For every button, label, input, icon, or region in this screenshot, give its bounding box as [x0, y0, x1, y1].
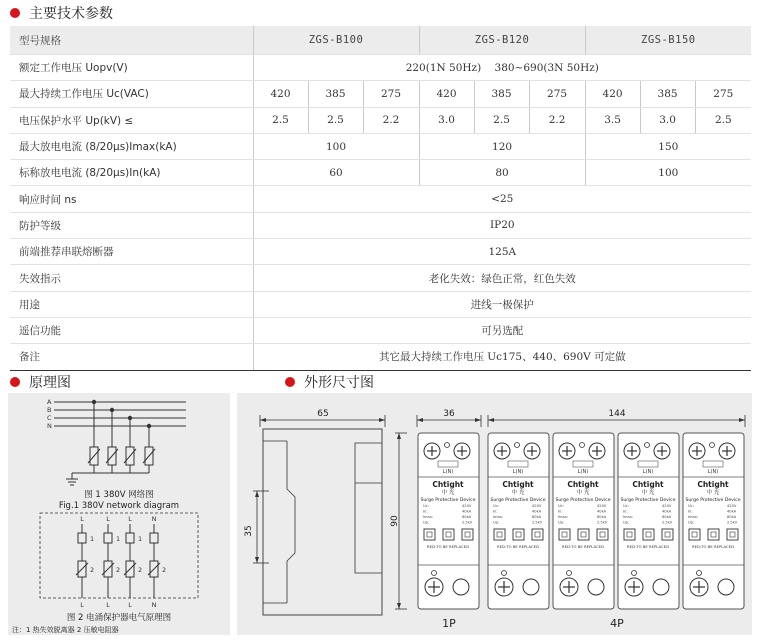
spec-val: 40kA — [662, 509, 672, 514]
fig2-top-label-1: L — [80, 515, 84, 523]
label-1p: 1P — [442, 617, 456, 630]
schematic-title-text: 原理图 — [29, 375, 71, 391]
brand-logo: Chtight — [567, 480, 599, 489]
row-cell: 275 — [695, 81, 751, 107]
fig2-bottom-label-2: L — [106, 601, 110, 609]
spec-val: 2.5kV — [532, 520, 543, 525]
spec-key: Up: — [558, 520, 565, 525]
replace-note: RED:TO BE REPLACED — [627, 544, 669, 549]
fig2-num-1c: 1 — [138, 535, 143, 543]
table-row — [10, 107, 751, 133]
fig2-num-1a: 1 — [90, 535, 95, 543]
row-value: 进线一极保护 — [253, 291, 751, 317]
brand-cn: 中 光 — [441, 490, 455, 496]
spec-key: In: — [623, 509, 628, 514]
row-value: <25 — [253, 186, 751, 212]
spec-key: Imax: — [423, 515, 434, 519]
terminal-label: L(N) — [707, 469, 719, 475]
fig2-num-1b: 1 — [116, 535, 121, 543]
fig2-top-label-2: L — [106, 515, 110, 523]
brand-logo: Chtight — [502, 480, 534, 489]
spec-val: 40kA — [597, 509, 607, 514]
product-name: Surge Protective Device — [420, 498, 476, 503]
row-value: IP20 — [253, 212, 751, 238]
line-label-n: N — [47, 422, 52, 430]
row-label: 失效指示 — [10, 265, 253, 291]
fig2-top-label-3: L — [128, 515, 132, 523]
spec-key: Up: — [493, 520, 500, 525]
brand-logo: Chtight — [697, 480, 729, 489]
spec-val: 420V — [532, 504, 542, 508]
row-cell: 2.2 — [529, 107, 585, 133]
dimension-drawing — [237, 393, 752, 635]
dim-4p-width: 144 — [608, 409, 626, 419]
replace-note: RED:TO BE REPLACED — [497, 544, 539, 549]
terminal-label: L(N) — [512, 469, 524, 475]
model-header-3: ZGS-B150 — [585, 26, 751, 55]
row-cell: 2.5 — [695, 107, 751, 133]
model-header-2: ZGS-B120 — [419, 26, 585, 55]
row-cell: 3.5 — [585, 107, 640, 133]
spd-module-1 — [418, 433, 479, 609]
dimensions-title-text: 外形尺寸图 — [304, 375, 374, 391]
spec-key: Up: — [623, 520, 630, 525]
spec-key: In: — [688, 509, 693, 514]
row-value: 老化失效：绿色正常，红色失效 — [253, 265, 751, 291]
row-group-value: 100 — [585, 160, 751, 186]
table-row — [10, 291, 751, 317]
row-cell: 2.5 — [308, 107, 363, 133]
row-label: 标称放电电流 (8/20μs)In(kA) — [10, 160, 253, 186]
dim-front-height: 90 — [390, 515, 400, 527]
fig1-caption-cn: 图 1 380V 网络图 — [84, 490, 154, 500]
replace-note: RED:TO BE REPLACED — [427, 544, 469, 549]
spec-table — [10, 26, 751, 371]
row-cell: 420 — [253, 81, 308, 107]
row-group-value: 80 — [419, 160, 585, 186]
row-label: 防护等级 — [10, 212, 253, 238]
row-value: 可另选配 — [253, 317, 751, 343]
terminal-label: L(N) — [642, 469, 654, 475]
row-label: 最大放电电流 (8/20μs)Imax(kA) — [10, 133, 253, 159]
spec-val: 2.5kV — [462, 520, 473, 525]
row-value: 220(1N 50Hz) 380~690(3N 50Hz) — [253, 55, 751, 81]
spec-val: 2.5kV — [727, 520, 738, 525]
spec-val: 420V — [727, 504, 737, 508]
row-cell: 3.0 — [640, 107, 695, 133]
spd-module-5 — [683, 433, 744, 609]
red-bullet-icon — [285, 377, 295, 387]
dim-side-width: 65 — [317, 409, 329, 419]
terminal-label: L(N) — [442, 469, 454, 475]
schematic-diagram — [8, 393, 230, 635]
spec-val: 80kA — [532, 515, 542, 519]
schematic-note: 注：1 热失效脱离器 2 压敏电阻器 — [12, 626, 119, 634]
row-group-value: 120 — [419, 133, 585, 159]
fig2-bottom-label-3: L — [128, 601, 132, 609]
row-cell: 420 — [419, 81, 474, 107]
line-label-b: B — [47, 406, 52, 414]
spec-key: Uc: — [493, 504, 499, 508]
spec-key: Imax: — [623, 515, 634, 519]
spec-key: In: — [493, 509, 498, 514]
row-label: 前端推荐串联熔断器 — [10, 239, 253, 265]
fig2-num-2a: 2 — [90, 566, 95, 574]
spec-val: 2.5kV — [597, 520, 608, 525]
brand-cn: 中 光 — [576, 490, 590, 496]
line-label-c: C — [47, 414, 52, 422]
table-row — [10, 265, 751, 291]
table-header-row — [10, 26, 751, 55]
brand-logo: Chtight — [432, 480, 464, 489]
spec-key: Uc: — [558, 504, 564, 508]
fig2-top-label-4: N — [151, 515, 157, 523]
spec-key: Uc: — [688, 504, 694, 508]
spec-key: Imax: — [493, 515, 504, 519]
row-group-value: 100 — [253, 133, 419, 159]
row-value: 其它最大持续工作电压 Uc175、440、690V 可定做 — [253, 344, 751, 370]
spec-val: 2.5kV — [662, 520, 673, 525]
product-name: Surge Protective Device — [620, 498, 676, 503]
params-title-text: 主要技术参数 — [29, 6, 113, 22]
spd-module-3 — [553, 433, 614, 609]
row-cell: 2.2 — [363, 107, 419, 133]
fig2-caption: 图 2 电涌保护器电气原理图 — [66, 613, 172, 623]
terminal-label: L(N) — [577, 469, 589, 475]
table-row — [10, 133, 751, 159]
fig2-num-2b: 2 — [116, 566, 121, 574]
row-cell: 275 — [529, 81, 585, 107]
table-row — [10, 317, 751, 343]
spec-val: 40kA — [727, 509, 737, 514]
row-cell: 385 — [640, 81, 695, 107]
dimensions-section-title — [285, 372, 374, 392]
row-cell: 2.5 — [253, 107, 308, 133]
row-cell: 385 — [308, 81, 363, 107]
spec-key: Up: — [423, 520, 430, 525]
dim-1p-width: 36 — [443, 409, 455, 419]
table-row — [10, 81, 751, 107]
spec-key: Up: — [688, 520, 695, 525]
row-label: 备注 — [10, 344, 253, 370]
label-4p: 4P — [610, 617, 624, 630]
red-bullet-icon — [10, 377, 20, 387]
brand-logo: Chtight — [632, 480, 664, 489]
replace-note: RED:TO BE REPLACED — [562, 544, 604, 549]
table-row — [10, 160, 751, 186]
row-cell: 385 — [474, 81, 529, 107]
row-label: 响应时间 ns — [10, 186, 253, 212]
schematic-section-title — [10, 372, 71, 392]
row-label: 用途 — [10, 291, 253, 317]
header-label: 型号规格 — [10, 26, 253, 55]
spec-val: 80kA — [727, 515, 737, 519]
fig2-num-2c: 2 — [138, 566, 143, 574]
row-group-value: 60 — [253, 160, 419, 186]
spec-val: 40kA — [532, 509, 542, 514]
brand-cn: 中 光 — [641, 490, 655, 496]
fig2-bottom-label-1: L — [80, 601, 84, 609]
table-row — [10, 239, 751, 265]
row-label: 电压保护水平 Up(kV) ≤ — [10, 107, 253, 133]
dimensions-panel — [237, 393, 752, 635]
row-group-value: 150 — [585, 133, 751, 159]
model-header-1: ZGS-B100 — [253, 26, 419, 55]
spec-val: 80kA — [662, 515, 672, 519]
product-name: Surge Protective Device — [490, 498, 546, 503]
spd-module-4 — [618, 433, 679, 609]
schematic-panel — [8, 393, 230, 635]
row-cell: 275 — [363, 81, 419, 107]
row-cell: 420 — [585, 81, 640, 107]
spec-val: 80kA — [462, 515, 472, 519]
fig1-caption-en: Fig.1 380V network diagram — [58, 501, 180, 511]
product-name: Surge Protective Device — [685, 498, 741, 503]
spec-key: Uc: — [423, 504, 429, 508]
fig2-num-2d: 2 — [162, 566, 167, 574]
table-row — [10, 212, 751, 238]
spec-val: 420V — [597, 504, 607, 508]
spec-key: In: — [558, 509, 563, 514]
row-cell: 3.0 — [419, 107, 474, 133]
line-label-a: A — [47, 398, 52, 406]
table-row — [10, 186, 751, 212]
brand-cn: 中 光 — [511, 490, 525, 496]
spec-key: Imax: — [558, 515, 569, 519]
spec-val: 420V — [462, 504, 472, 508]
spec-key: Imax: — [688, 515, 699, 519]
table-row — [10, 344, 751, 370]
row-value: 125A — [253, 239, 751, 265]
table-row — [10, 55, 751, 81]
replace-note: RED:TO BE REPLACED — [692, 544, 734, 549]
brand-cn: 中 光 — [706, 490, 720, 496]
spd-module-2 — [488, 433, 549, 609]
spec-key: In: — [423, 509, 428, 514]
dim-side-height: 35 — [244, 525, 254, 537]
params-section-title — [10, 3, 113, 23]
row-label: 最大持续工作电压 Uc(VAC) — [10, 81, 253, 107]
spec-val: 80kA — [597, 515, 607, 519]
row-label: 遥信功能 — [10, 317, 253, 343]
spec-key: Uc: — [623, 504, 629, 508]
row-cell: 2.5 — [474, 107, 529, 133]
row-label: 额定工作电压 Uopv(V) — [10, 55, 253, 81]
red-bullet-icon — [10, 8, 20, 18]
spec-val: 420V — [662, 504, 672, 508]
spec-val: 40kA — [462, 509, 472, 514]
product-name: Surge Protective Device — [555, 498, 611, 503]
fig2-bottom-label-4: N — [151, 601, 157, 609]
